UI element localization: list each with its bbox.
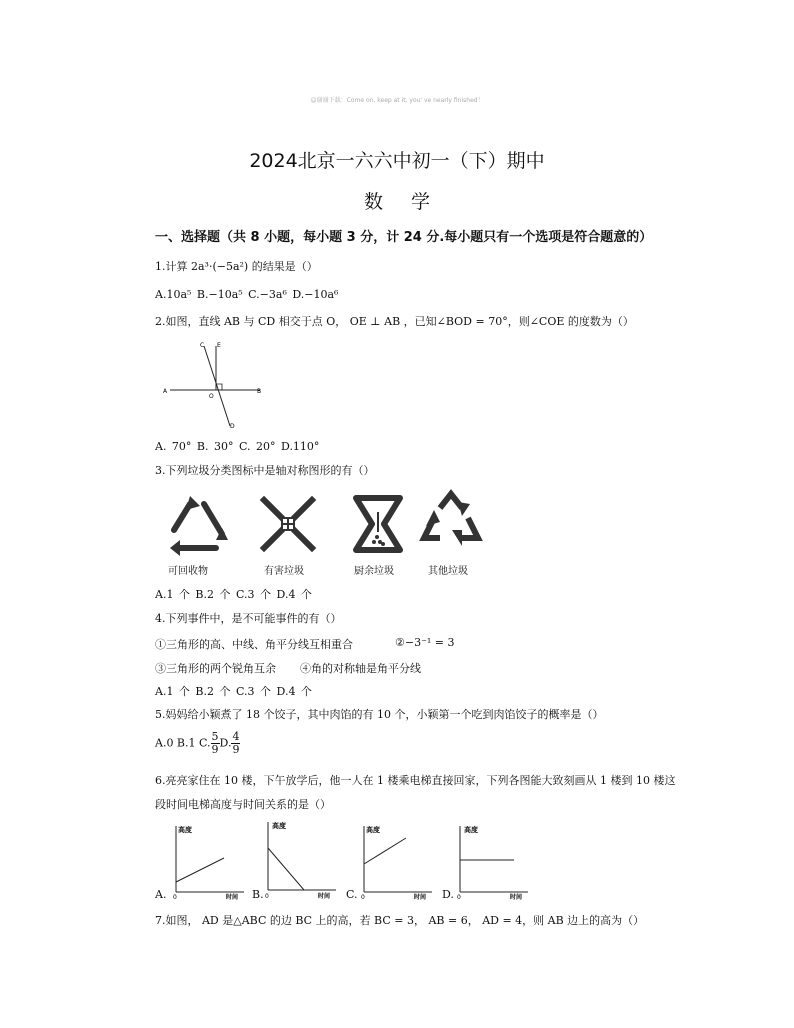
- question-4-item-4: ④角的对称轴是角平分线: [300, 662, 421, 675]
- icon-caption-recyclable: 可回收物: [168, 566, 208, 577]
- graph-b: [260, 814, 340, 900]
- question-5-stem: 5.妈妈给小颖煮了 18 个饺子，其中肉馅的有 10 个，小颖第一个吃到肉馅饺子的概率是（）: [155, 708, 604, 721]
- graph-c: [356, 818, 436, 900]
- origin-label: 0: [457, 894, 461, 900]
- graph-d: [452, 820, 532, 900]
- question-6-stem-line-2: 段时间电梯高度与时间关系的是（）: [155, 798, 331, 811]
- question-7-stem: 7.如图， AD 是△ABC 的边 BC 上的高，若 BC = 3， AB = 6， AD = 4，则 AB 边上的高为（）: [155, 914, 645, 927]
- label-a: A: [163, 388, 168, 395]
- question-1-options: A.10a⁵ B.−10a⁵ C.−3a⁶ D.−10a⁶: [155, 288, 339, 301]
- icon-caption-harmful: 有害垃圾: [264, 566, 304, 577]
- question-4-item-3: ③三角形的两个锐角互余: [155, 662, 276, 675]
- subject-heading: 数学: [363, 191, 458, 213]
- graph-b-line: [268, 848, 304, 890]
- harmful-cross-arrows-icon: [256, 492, 320, 556]
- origin-label: 0: [265, 893, 269, 900]
- fraction-d-denominator: 9: [232, 743, 240, 756]
- origin-label: 0: [173, 894, 177, 900]
- question-2-stem: 2.如图，直线 AB 与 CD 相交于点 O， OE ⊥ AB ，已知∠BOD = 70°，则∠COE 的度数为（）: [155, 315, 634, 328]
- question-2-options: A. 70° B. 30° C. 20° D.110°: [155, 440, 320, 453]
- x-axis-label: 时间: [318, 893, 331, 900]
- watermark: ☺谢谢下载：Come on, keep at it, you' ve nearly finished！: [310, 97, 484, 104]
- label-d: D: [230, 423, 235, 430]
- recycle-arrows-icon: [160, 490, 236, 556]
- fraction-c-numerator: 5: [211, 730, 219, 743]
- question-5-options: [155, 731, 240, 756]
- question-4-item-2: ②−3⁻¹ = 3: [395, 636, 455, 649]
- hourglass-icon: [350, 492, 406, 556]
- label-e: E: [217, 342, 221, 349]
- graph-c-option: C.: [346, 888, 358, 901]
- y-axis-label: 高度: [272, 822, 286, 830]
- graph-a-option: A.: [155, 888, 167, 901]
- fraction-d-numerator: 4: [232, 730, 240, 743]
- triangle-arrows-icon: [418, 488, 484, 554]
- question-1-stem: 1.计算 2a³·(−5a²) 的结果是（）: [155, 260, 318, 273]
- x-axis-label: 时间: [510, 894, 523, 900]
- question-3-options: A.1 个 B.2 个 C.3 个 D.4 个: [155, 588, 312, 601]
- question-4-item-1: ①三角形的高、中线、角平分线互相重合: [155, 638, 353, 651]
- question-4-options: A.1 个 B.2 个 C.3 个 D.4 个: [155, 685, 312, 698]
- question-2-figure: [160, 340, 270, 430]
- y-axis-label: 高度: [178, 826, 192, 834]
- question-4-stem: 4.下列事件中，是不可能事件的有（）: [155, 612, 342, 625]
- y-axis-label: 高度: [464, 826, 478, 834]
- graph-a: [168, 820, 248, 900]
- label-o: O: [209, 393, 214, 400]
- origin-label: 0: [361, 894, 365, 900]
- option-ab-text: A.0 B.1 C.: [155, 736, 211, 750]
- fraction-c: [211, 731, 220, 756]
- x-axis-label: 时间: [226, 894, 239, 900]
- graph-a-line: [176, 858, 224, 882]
- y-axis-label: 高度: [366, 826, 380, 834]
- fraction-d: [231, 731, 240, 756]
- icon-caption-kitchen: 厨余垃圾: [354, 566, 394, 577]
- page-title: 2024北京一六六中初一（下）期中: [249, 150, 545, 172]
- graph-d-option: D.: [442, 888, 454, 901]
- line-cd: [204, 346, 230, 426]
- icon-caption-other: 其他垃圾: [428, 566, 468, 577]
- question-3-stem: 3.下列垃圾分类图标中是轴对称图形的有（）: [155, 464, 375, 477]
- option-d-text: D.: [219, 736, 232, 750]
- fraction-c-denominator: 9: [211, 743, 219, 756]
- graph-b-option: B.: [252, 888, 264, 901]
- x-axis-label: 时间: [414, 894, 427, 900]
- question-6-stem-line-1: 6.亮亮家住在 10 楼，下午放学后，他一人在 1 楼乘电梯直接回家，下列各图能大致刻画从 1 楼到 10 楼这: [155, 774, 676, 787]
- label-c: C: [200, 342, 205, 349]
- graph-c-line: [364, 838, 406, 864]
- label-b: B: [257, 388, 262, 395]
- section-heading: 一、选择题（共 8 小题，每小题 3 分，计 24 分.每小题只有一个选项是符合题意的）: [155, 230, 653, 245]
